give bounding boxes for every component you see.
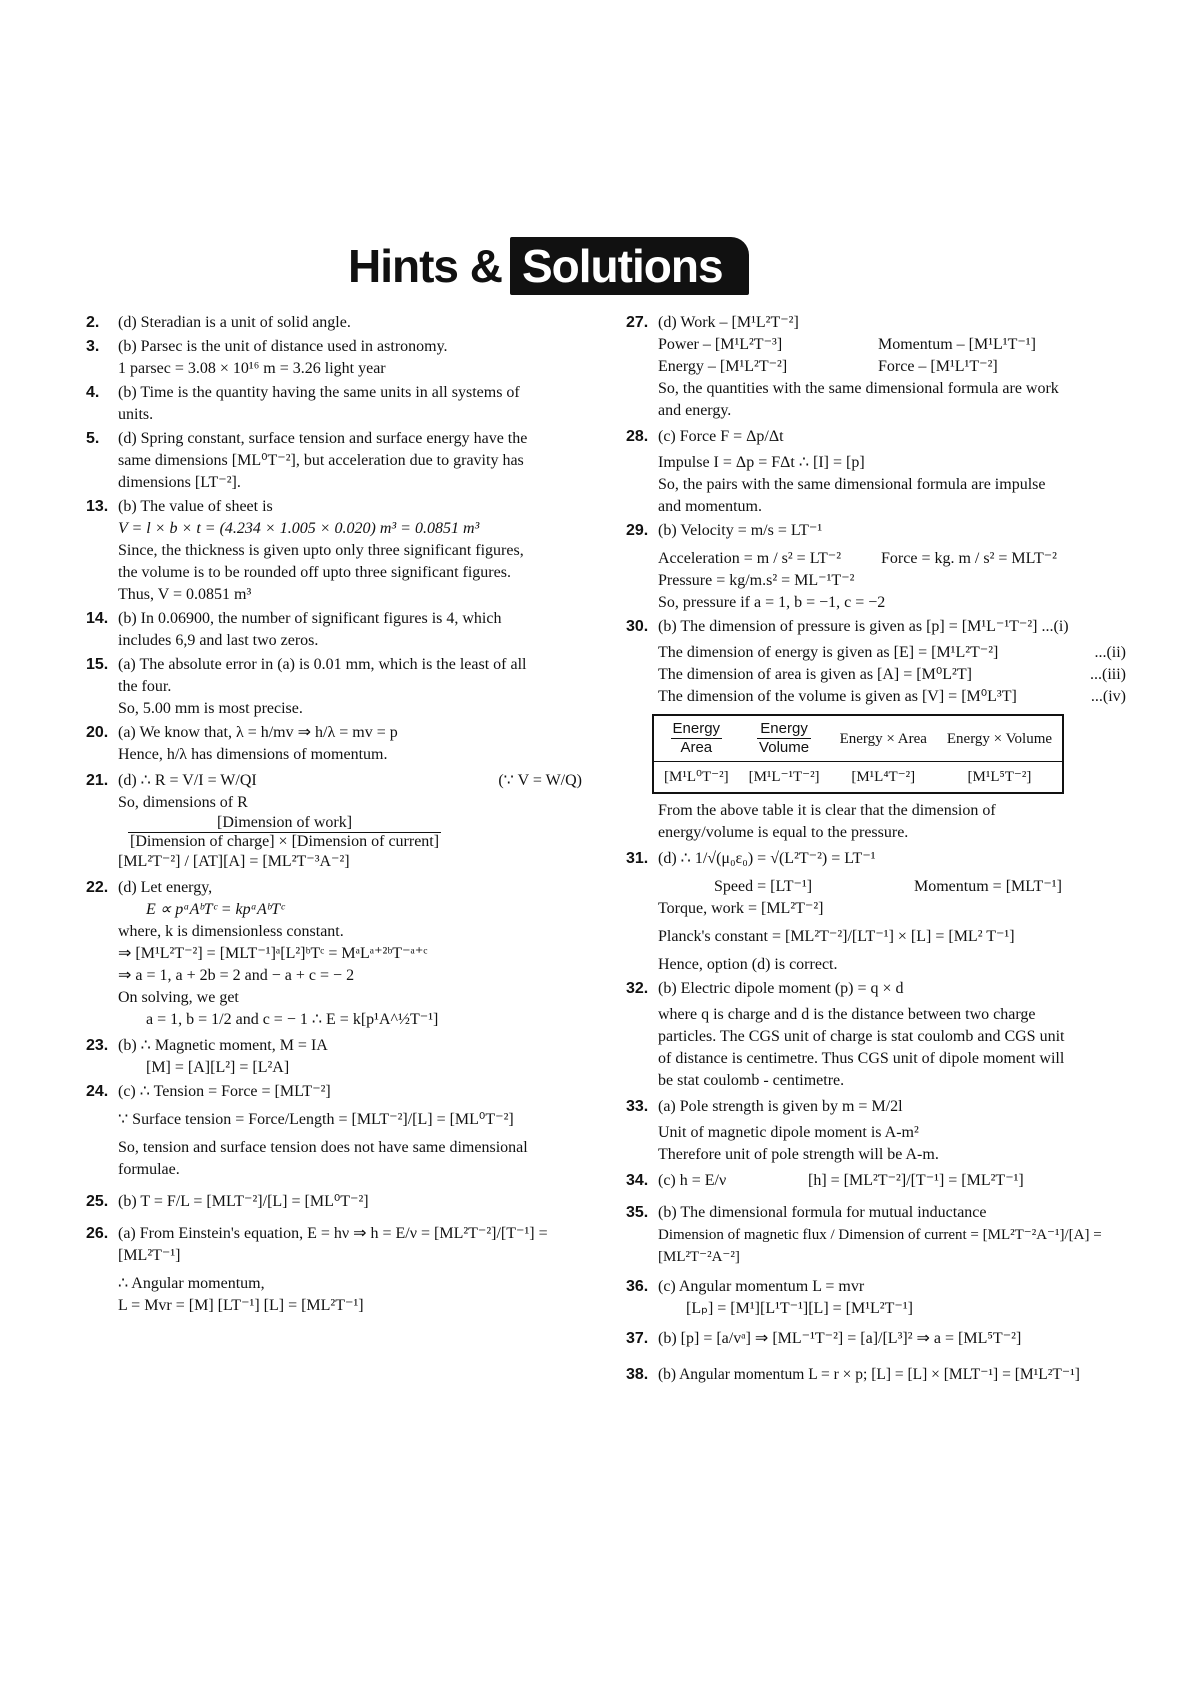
solution-text: So, tension and surface tension does not have same dimensional	[118, 1139, 528, 1156]
solution-equation: (d) ∴ R = V/I = W/QI	[118, 772, 257, 789]
solution-number: 24.	[86, 1083, 109, 1100]
solution-text: The dimension of the volume is given as [V] = [M⁰L³T]	[658, 688, 1017, 705]
title-part1: Hints &	[348, 240, 502, 292]
left-column	[86, 312, 586, 1319]
solution-23	[86, 1035, 586, 1079]
solution-27	[626, 312, 1126, 422]
solution-equation: [Lₚ] = [M¹][L¹T⁻¹][L] = [M¹L²T⁻¹]	[686, 1300, 913, 1317]
solution-5	[86, 428, 586, 494]
solution-21	[86, 770, 586, 873]
solution-note: (∵ V = W/Q)	[498, 772, 582, 789]
solution-text: (c) ∴ Tension = Force = [MLT⁻²]	[118, 1083, 331, 1100]
solution-text: So, pressure if a = 1, b = −1, c = −2	[658, 594, 886, 611]
solution-text: where q is charge and d is the distance between two charge	[658, 1006, 1036, 1023]
solution-text: dimensions [LT⁻²].	[118, 474, 241, 491]
solution-text: (b) The dimensional formula for mutual inductance	[658, 1204, 987, 1221]
solution-equation: Momentum = [MLT⁻¹]	[914, 878, 1062, 895]
solution-number: 38.	[626, 1366, 649, 1383]
solution-20	[86, 722, 586, 766]
solution-number: 32.	[626, 980, 649, 997]
solution-text: So, dimensions of R	[118, 794, 248, 811]
solution-text: (c) Angular momentum L = mvr	[658, 1278, 865, 1295]
solution-equation: ⇒ [M¹L²T⁻²] = [MLT⁻¹]ᵃ[L²]ᵇTᶜ = MᵃLᵃ⁺²ᵇT⁻ᵃ⁺ᶜ	[118, 945, 428, 962]
solution-number: 3.	[86, 338, 100, 355]
solution-equation: (c) h = E/ν	[658, 1172, 727, 1189]
table-cell: [M¹L⁰T⁻²]	[664, 769, 729, 785]
solution-text: So, the pairs with the same dimensional formula are impulse	[658, 476, 1046, 493]
solution-number: 33.	[626, 1098, 649, 1115]
solution-text: and energy.	[658, 402, 732, 419]
solution-text: units.	[118, 406, 154, 423]
solution-13	[86, 496, 586, 606]
solution-equation: V = l × b × t = (4.234 × 1.005 × 0.020) m³ = 0.0851 m³	[118, 520, 480, 537]
solution-equation: (a) From Einstein's equation, E = hν ⇒ h = E/ν = [ML²T⁻²]/[T⁻¹] = [ML²T⁻¹]	[118, 1225, 548, 1264]
table-cell: [M¹L⁻¹T⁻²]	[748, 769, 820, 785]
solution-number: 20.	[86, 724, 109, 741]
solution-text: (d) Work – [M¹L²T⁻²]	[658, 314, 799, 331]
solution-text: where, k is dimensionless constant.	[118, 923, 344, 940]
equation-ref: ...(iv)	[1090, 688, 1126, 705]
solution-equation: Acceleration = m / s² = LT⁻²	[658, 550, 842, 567]
solution-33	[626, 1096, 1126, 1166]
solution-equation: Force = kg. m / s² = MLT⁻²	[881, 550, 1057, 567]
solution-15	[86, 654, 586, 720]
solution-number: 2.	[86, 314, 100, 331]
solution-4	[86, 382, 586, 426]
solution-text: From the above table it is clear that the dimension of	[658, 802, 996, 819]
solution-equation: a = 1, b = 1/2 and c = − 1 ∴ E = k[p¹A^½T⁻¹]	[146, 1011, 439, 1028]
solution-number: 34.	[626, 1172, 649, 1189]
solution-text: Momentum – [M¹L¹T⁻¹]	[878, 336, 1036, 353]
solution-text: (b) The dimension of pressure is given as [p] = [M¹L⁻¹T⁻²] ...(i)	[658, 618, 1069, 635]
solution-text: the volume is to be rounded off upto three significant figures.	[118, 564, 511, 581]
header-den: Volume	[759, 739, 810, 756]
solution-text: (b) In 0.06900, the number of significant figures is 4, which	[118, 610, 502, 627]
solution-equation: Speed = [LT⁻¹]	[714, 878, 813, 895]
solution-equation: E ∝ pᵃAᵇTᶜ = kpᵃAᵇTᶜ	[146, 901, 285, 918]
table-cell: [M¹L⁴T⁻²]	[851, 769, 916, 785]
solution-number: 21.	[86, 772, 109, 789]
solution-equation: [ML²T⁻²] / [AT][A] = [ML²T⁻³A⁻²]	[118, 853, 350, 870]
solution-text: energy/volume is equal to the pressure.	[658, 824, 909, 841]
solution-24	[86, 1081, 586, 1181]
right-column	[626, 312, 1126, 1388]
solution-29	[626, 520, 1126, 614]
equation-ref: ...(ii)	[1094, 644, 1126, 661]
solution-equation: Torque, work = [ML²T⁻²]	[658, 900, 824, 917]
solution-38	[626, 1364, 1126, 1386]
solution-text: (b) Time is the quantity having the same units in all systems of	[118, 384, 520, 401]
solution-22	[86, 877, 586, 1031]
solution-equation: (a) Pole strength is given by m = M/2l	[658, 1098, 903, 1115]
solution-equation: Dimension of magnetic flux / Dimension of current = [ML²T⁻²A⁻¹]/[A] = [ML²T⁻²A⁻²]	[658, 1227, 1102, 1265]
dimension-table	[652, 714, 1064, 794]
solution-text: The dimension of energy is given as [E] = [M¹L²T⁻²]	[658, 644, 999, 661]
solution-30	[626, 616, 1126, 844]
solution-text: ∴ Angular momentum,	[118, 1275, 265, 1292]
solution-equation: ∵ Surface tension = Force/Length = [MLT⁻²]/[L] = [ML⁰T⁻²]	[118, 1111, 514, 1128]
solution-text: (b) Parsec is the unit of distance used in astronomy.	[118, 338, 448, 355]
dimension-fraction	[128, 814, 441, 851]
solution-number: 36.	[626, 1278, 649, 1295]
solution-text: Energy – [M¹L²T⁻²]	[658, 358, 788, 375]
solution-28	[626, 426, 1126, 518]
solution-text: Hence, option (d) is correct.	[658, 956, 838, 973]
solution-equation: (c) Force F = Δp/Δt	[658, 428, 784, 445]
table-header: Energy × Volume	[937, 715, 1063, 762]
solution-equation: Pressure = kg/m.s² = ML⁻¹T⁻²	[658, 572, 855, 589]
solution-text: same dimensions [ML⁰T⁻²], but acceleration due to gravity has	[118, 452, 524, 469]
solution-text: So, the quantities with the same dimensional formula are work	[658, 380, 1059, 397]
table-header	[739, 715, 830, 762]
solution-number: 30.	[626, 618, 649, 635]
solution-number: 13.	[86, 498, 109, 515]
fraction-numerator: [Dimension of work]	[128, 814, 441, 833]
table-header: Energy × Area	[830, 715, 937, 762]
solution-number: 25.	[86, 1193, 109, 1210]
solution-number: 31.	[626, 850, 649, 867]
solution-text: be stat coulomb - centimetre.	[658, 1072, 845, 1089]
solution-number: 22.	[86, 879, 109, 896]
solution-number: 28.	[626, 428, 649, 445]
solution-36	[626, 1276, 1126, 1320]
solution-text: (d) Spring constant, surface tension and surface energy have the	[118, 430, 528, 447]
solution-number: 5.	[86, 430, 100, 447]
solution-equation: [h] = [ML²T⁻²]/[T⁻¹] = [ML²T⁻¹]	[808, 1172, 1024, 1189]
solution-text: So, 5.00 mm is most precise.	[118, 700, 303, 717]
solution-number: 29.	[626, 522, 649, 539]
solution-25	[86, 1191, 586, 1213]
solution-text: (d) Steradian is a unit of solid angle.	[118, 314, 351, 331]
solution-text: (b) The value of sheet is	[118, 498, 273, 515]
table-header	[653, 715, 739, 762]
solution-equation: (b) [p] = [a/vᵃ] ⇒ [ML⁻¹T⁻²] = [a]/[L³]² ⇒ a = [ML⁵T⁻²]	[658, 1330, 1022, 1347]
solution-text: 1 parsec = 3.08 × 10¹⁶ m = 3.26 light year	[118, 360, 386, 377]
solution-34	[626, 1170, 1126, 1192]
solution-2	[86, 312, 586, 334]
solution-37	[626, 1328, 1126, 1350]
solution-text: Unit of magnetic dipole moment is A-m²	[658, 1124, 919, 1141]
solution-equation: (b) Velocity = m/s = LT⁻¹	[658, 522, 823, 539]
solution-14	[86, 608, 586, 652]
solution-26	[86, 1223, 586, 1317]
solution-equation: (a) We know that, λ = h/mv ⇒ h/λ = mv = p	[118, 724, 398, 741]
solution-3	[86, 336, 586, 380]
solution-31	[626, 848, 1126, 976]
solution-number: 35.	[626, 1204, 649, 1221]
table-cell: [M¹L⁵T⁻²]	[967, 769, 1032, 785]
solution-equation: (b) T = F/L = [MLT⁻²]/[L] = [ML⁰T⁻²]	[118, 1193, 369, 1210]
solution-number: 14.	[86, 610, 109, 627]
solution-text: The dimension of area is given as [A] = [M⁰L²T]	[658, 666, 972, 683]
solution-number: 37.	[626, 1330, 649, 1347]
solution-text: Since, the thickness is given upto only three significant figures,	[118, 542, 524, 559]
fraction-denominator: [Dimension of charge] × [Dimension of current]	[130, 833, 440, 850]
solution-text: includes 6,9 and last two zeros.	[118, 632, 319, 649]
solution-equation: [M] = [A][L²] = [L²A]	[146, 1059, 290, 1076]
solution-text: Hence, h/λ has dimensions of momentum.	[118, 746, 388, 763]
solution-equation: Impulse I = Δp = FΔt ∴ [I] = [p]	[658, 454, 865, 471]
solution-equation: (d) ∴ 1/√(μ₀ε₀) = √(L²T⁻²) = LT⁻¹	[658, 850, 876, 867]
solution-35	[626, 1202, 1126, 1268]
title-part2: Solutions	[510, 237, 749, 295]
solution-equation: ⇒ a = 1, a + 2b = 2 and − a + c = − 2	[118, 967, 355, 984]
solution-text: On solving, we get	[118, 989, 239, 1006]
solution-text: of distance is centimetre. Thus CGS unit of dipole moment will	[658, 1050, 1065, 1067]
solution-number: 27.	[626, 314, 649, 331]
header-num: Energy	[757, 720, 811, 739]
solution-text: (a) The absolute error in (a) is 0.01 mm, which is the least of all	[118, 656, 527, 673]
solution-text: Power – [M¹L²T⁻³]	[658, 336, 783, 353]
header-den: Area	[680, 739, 713, 756]
solution-text: particles. The CGS unit of charge is stat coulomb and CGS unit	[658, 1028, 1065, 1045]
solution-text: the four.	[118, 678, 172, 695]
solution-text: Therefore unit of pole strength will be A-m.	[658, 1146, 939, 1163]
solution-text: (b) ∴ Magnetic moment, M = IA	[118, 1037, 328, 1054]
solution-equation: L = Mvr = [M] [LT⁻¹] [L] = [ML²T⁻¹]	[118, 1297, 364, 1314]
solution-text: Force – [M¹L¹T⁻²]	[878, 358, 998, 375]
solution-number: 26.	[86, 1225, 109, 1242]
solution-text: and momentum.	[658, 498, 762, 515]
solution-number: 15.	[86, 656, 109, 673]
solution-equation: (b) Angular momentum L = r × p; [L] = [L] × [MLT⁻¹] = [M¹L²T⁻¹]	[658, 1366, 1080, 1383]
solution-equation: Planck's constant = [ML²T⁻²]/[LT⁻¹] × [L] = [ML² T⁻¹]	[658, 928, 1015, 945]
equation-ref: ...(iii)	[1090, 666, 1126, 683]
header-num: Energy	[672, 720, 721, 737]
solution-number: 4.	[86, 384, 100, 401]
solution-text: (d) Let energy,	[118, 879, 213, 896]
page-title	[348, 238, 749, 294]
solution-number: 23.	[86, 1037, 109, 1054]
solution-text: Thus, V = 0.0851 m³	[118, 586, 252, 603]
solution-equation: (b) Electric dipole moment (p) = q × d	[658, 980, 904, 997]
solution-text: formulae.	[118, 1161, 180, 1178]
solution-32	[626, 978, 1126, 1092]
